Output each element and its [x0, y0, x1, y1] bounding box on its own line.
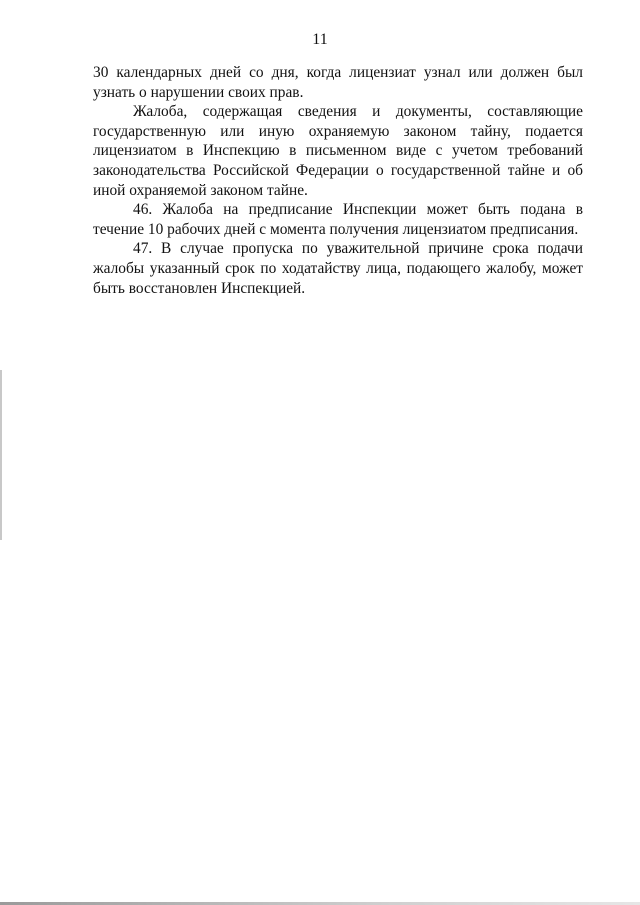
paragraph-46: 46. Жалоба на предписание Инспекции может быть подана в течение 10 рабочих дней с момента получения лицензиатом предписания. — [93, 201, 583, 238]
paragraph-secret-complaint: Жалоба, содержащая сведения и документы, составляющие государственную или иную охраняемую законом тайну, подается лицензиатом в Инспекцию в письменном виде с учетом требований законодательства Российской Федерации о государственной тайне и об иной охраняемой законом тайне. — [93, 103, 583, 199]
paragraph-continuation: 30 календарных дней со дня, когда лицензиат узнал или должен был узнать о нарушении своих прав. — [93, 64, 583, 101]
paragraph-47: 47. В случае пропуска по уважительной причине срока подачи жалобы указанный срок по ходатайству лица, подающего жалобу, может быть восстановлен Инспекцией. — [93, 240, 583, 297]
page-number: 11 — [312, 31, 328, 48]
scan-left-edge-mark — [0, 370, 2, 540]
document-body — [93, 63, 583, 298]
